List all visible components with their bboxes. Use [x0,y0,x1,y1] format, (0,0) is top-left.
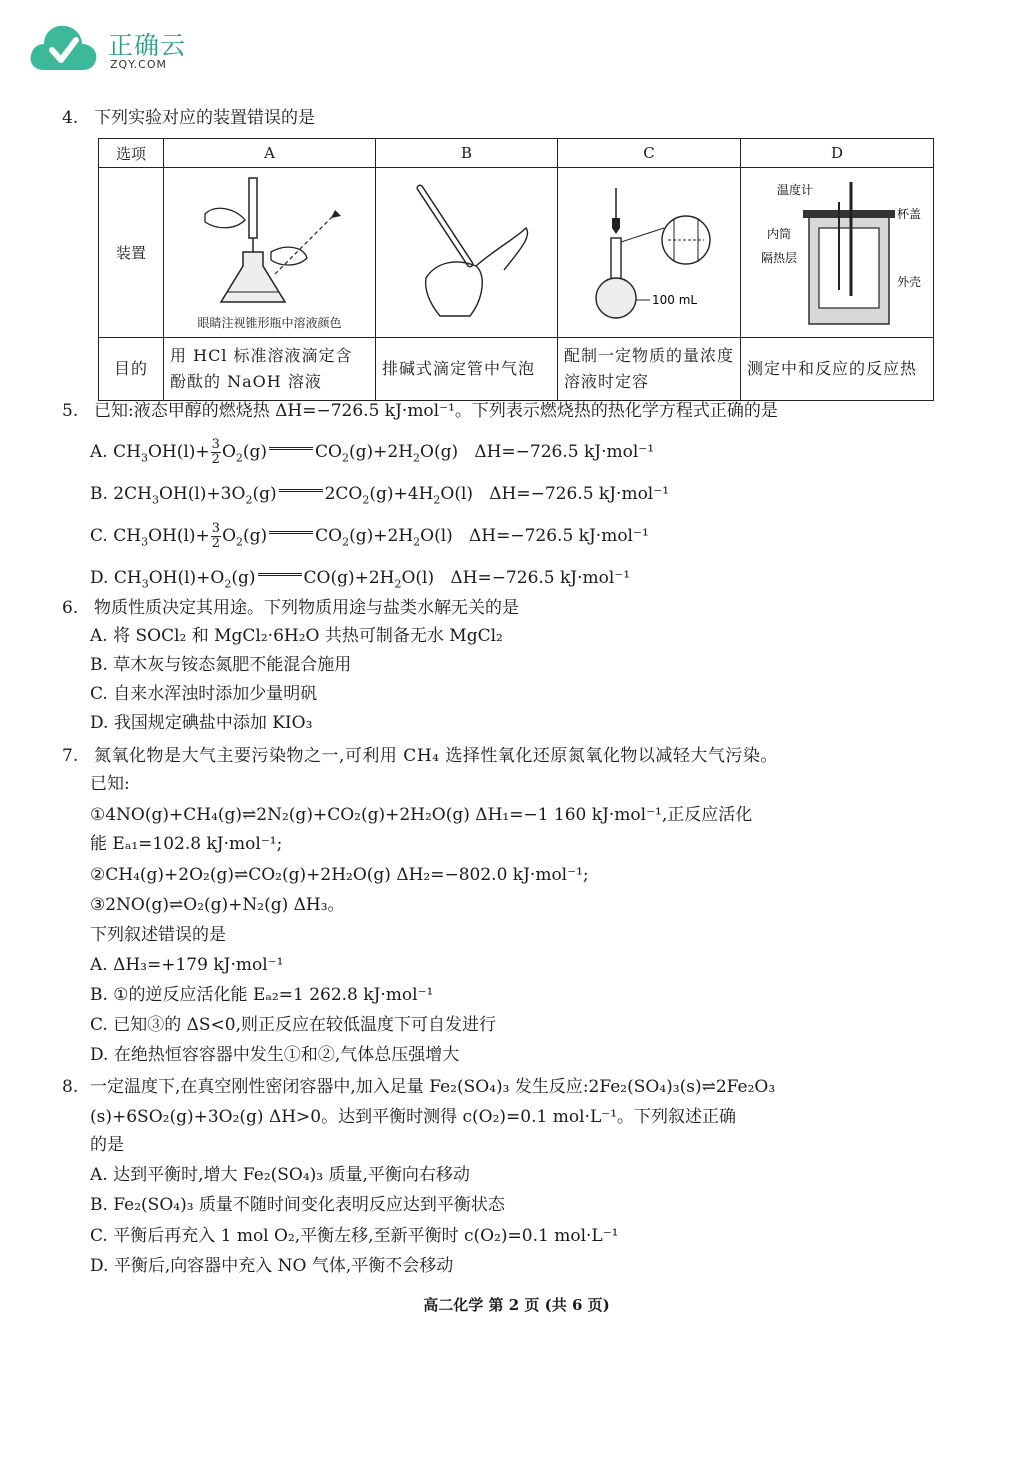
device-a [164,168,376,338]
q6-stem: 物质性质决定其用途。下列物质用途与盐类水解无关的是 [94,598,519,618]
header-a: A [164,139,376,168]
titration-flask-icon [175,174,365,314]
q7-reaction-1b: 能 Eₐ₁=102.8 kJ·mol⁻¹; [90,834,283,854]
q6-option-b: B. 草木灰与铵态氮肥不能混合施用 [90,655,352,675]
header-d: D [740,139,933,168]
svg-text:内筒: 内筒 [766,226,791,241]
q7-option-b: B. ①的逆反应活化能 Eₐ₂=1 262.8 kJ·mol⁻¹ [90,985,434,1005]
q7-option-a: A. ΔH₃=+179 kJ·mol⁻¹ [90,955,284,975]
q5-option-b: B. $2CH_3OH(l)+3O_2(g)$ $2CO_2(g)+4H_2O(l)$ ΔH=−726.5 kJ·mol⁻¹ [90,484,670,507]
q7-reaction-1a: ①4NO(g)+CH₄(g)⇌2N₂(g)+CO₂(g)+2H₂O(g) ΔH₁=−1 160 kJ·mol⁻¹,正反应活化 [90,805,753,825]
q5-option-a: A. $CH_3OH(l)+$ $\frac{3}{2}$ $O_2(g)$ $CO_2(g)+2H_2O(g)$ ΔH=−726.5 kJ·mol⁻¹ [90,437,655,467]
volumetric-flask-icon [564,178,734,328]
q8-option-c: C. 平衡后再充入 1 mol O₂,平衡左移,至新平衡时 c(O₂)=0.1 mol·L⁻¹ [90,1226,619,1246]
q8-line-2: (s)+6SO₂(g)+3O₂(g) ΔH>0。达到平衡时测得 c(O₂)=0.1 mol·L⁻¹。下列叙述正确 [90,1107,737,1127]
calorimeter-icon [747,178,927,328]
svg-text:温度计: 温度计 [776,182,813,197]
purpose-a: 用 HCl 标准溶液滴定含酚酞的 NaOH 溶液 [164,338,376,401]
q7-reaction-3: ③2NO(g)⇌O₂(g)+N₂(g) ΔH₃。 [90,895,345,915]
header-c: C [557,139,740,168]
header-b: B [376,139,558,168]
q7-number: 7. [62,746,79,766]
flask-volume-label: 100 mL [651,292,698,307]
q7-stem-2: 已知: [90,774,130,794]
purpose-b: 排碱式滴定管中气泡 [376,338,558,401]
header-option: 选项 [99,139,164,168]
brand-logo [28,20,218,76]
page-footer: 高二化学 第 2 页 (共 6 页) [423,1296,610,1314]
q6-option-a: A. 将 SOCl₂ 和 MgCl₂·6H₂O 共热可制备无水 MgCl₂ [90,626,503,646]
q7-option-d: D. 在绝热恒容容器中发生①和②,气体总压强增大 [90,1045,460,1065]
q6-number: 6. [62,598,79,618]
row-label-purpose: 目的 [99,338,164,401]
q7-reaction-2: ②CH₄(g)+2O₂(g)⇌CO₂(g)+2H₂O(g) ΔH₂=−802.0 kJ·mol⁻¹; [90,865,589,885]
brand-name: 正确云 [108,31,187,60]
q4-stem: 下列实验对应的装置错误的是 [94,108,315,128]
q5-option-d: D. $CH_3OH(l)+O_2(g)$ $CO(g)+2H_2O(l)$ ΔH=−726.5 kJ·mol⁻¹ [90,568,631,591]
q8-number: 8. [62,1077,79,1097]
q6-option-c: C. 自来水浑浊时添加少量明矾 [90,684,318,704]
svg-text:外壳: 外壳 [896,274,921,289]
q7-ask: 下列叙述错误的是 [90,925,226,945]
svg-text:隔热层: 隔热层 [760,250,797,265]
device-a-caption: 眼睛注视锥形瓶中溶液颜色 [197,316,342,330]
device-c [557,168,740,338]
q4-number: 4. [62,108,79,128]
q6-option-d: D. 我国规定碘盐中添加 KIO₃ [90,713,313,733]
q8-line-3: 的是 [90,1135,124,1155]
q4-table [98,138,934,401]
q7-stem-1: 氮氧化物是大气主要污染物之一,可利用 CH₄ 选择性氧化还原氮氧化物以减轻大气污染。 [94,746,778,766]
q8-option-d: D. 平衡后,向容器中充入 NO 气体,平衡不会移动 [90,1256,454,1276]
q8-line-1: 一定温度下,在真空刚性密闭容器中,加入足量 Fe₂(SO₄)₃ 发生反应:2Fe₂(SO₄)₃(s)⇌2Fe₂O₃ [90,1077,776,1097]
q5-stem: 已知:液态甲醇的燃烧热 ΔH=−726.5 kJ·mol⁻¹。下列表示燃烧热的热化学方程式正确的是 [94,401,778,421]
q5-number: 5. [62,401,79,421]
svg-text:杯盖: 杯盖 [896,206,921,221]
q7-option-c: C. 已知③的 ΔS<0,则正反应在较低温度下可自发进行 [90,1015,496,1035]
brand-url: ZQY.COM [110,58,168,71]
purpose-c: 配制一定物质的量浓度溶液时定容 [557,338,740,401]
cloud-check-icon [28,20,98,74]
q8-option-b: B. Fe₂(SO₄)₃ 质量不随时间变化表明反应达到平衡状态 [90,1195,505,1215]
burette-hand-icon [386,178,546,328]
row-label-device: 装置 [99,168,164,338]
device-b [376,168,558,338]
purpose-d: 测定中和反应的反应热 [740,338,933,401]
q8-option-a: A. 达到平衡时,增大 Fe₂(SO₄)₃ 质量,平衡向右移动 [90,1165,470,1185]
device-d [740,168,933,338]
q5-option-c: C. $CH_3OH(l)+$ $\frac{3}{2}$ $O_2(g)$ $CO_2(g)+2H_2O(l)$ ΔH=−726.5 kJ·mol⁻¹ [90,521,649,551]
